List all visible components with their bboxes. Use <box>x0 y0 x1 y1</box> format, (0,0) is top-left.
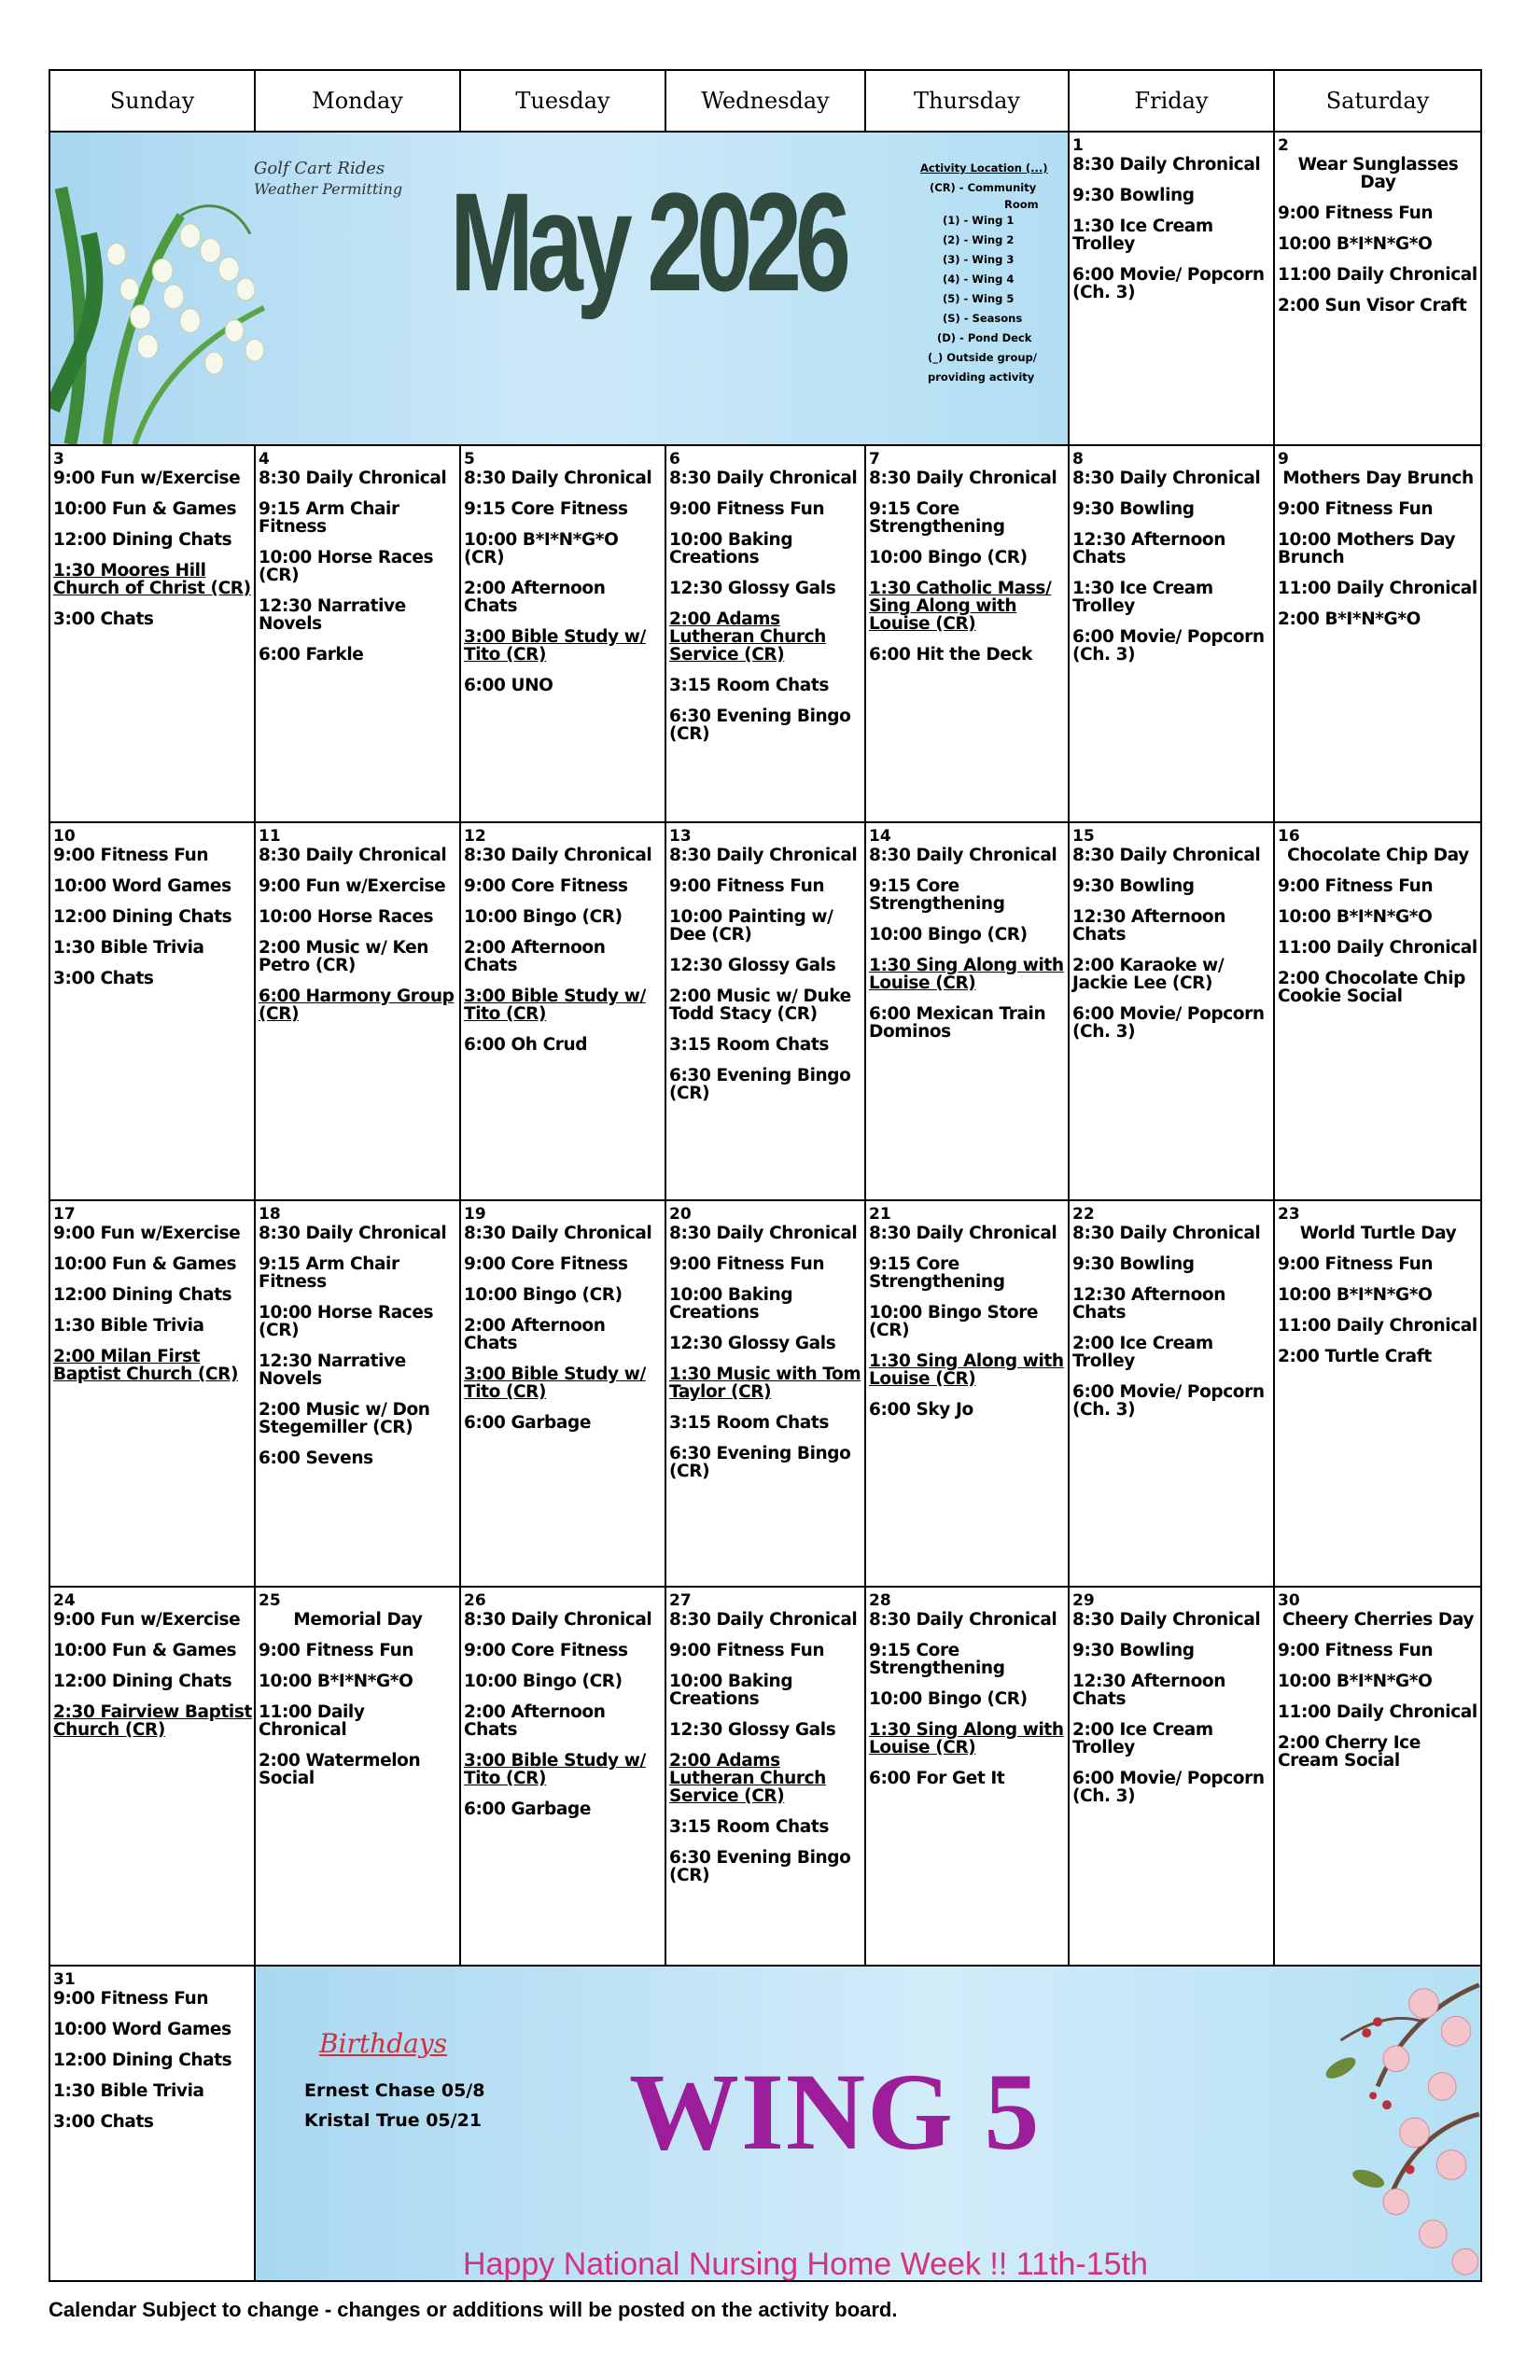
event-item: 6:30 Evening Bingo (CR) <box>669 1444 851 1481</box>
day-cell-8 <box>1068 444 1275 823</box>
day-cell-3 <box>49 444 256 823</box>
event-item: 12:30 Glossy Gals <box>669 579 836 598</box>
event-item: 10:00 Horse Races (CR) <box>259 548 434 585</box>
day-number: 5 <box>464 450 475 469</box>
event-item: 9:00 Fitness Fun <box>1278 1641 1434 1660</box>
event-item: 3:00 Bible Study w/ Tito (CR) <box>464 1365 646 1402</box>
event-item: 2:00 Sun Visor Craft <box>1278 296 1467 315</box>
day-number: 21 <box>869 1205 891 1224</box>
legend-line: (CR) - Community <box>930 181 1037 194</box>
event-item: 9:00 Core Fitness <box>464 1254 628 1274</box>
event-item: 10:00 Baking Creations <box>669 530 793 567</box>
event-item: 2:30 Fairview Baptist Church (CR) <box>53 1702 252 1740</box>
event-item: 8:30 Daily Chronical <box>1072 1224 1261 1243</box>
event-item: 2:00 Cherry Ice Cream Social <box>1278 1733 1421 1771</box>
event-item: 6:00 Movie/ Popcorn (Ch. 3) <box>1072 1382 1265 1420</box>
event-item: 1:30 Sing Along with Louise (CR) <box>869 956 1064 993</box>
event-item: 8:30 Daily Chronical <box>464 1610 652 1630</box>
nursing-home-week-message: Happy National Nursing Home Week !! 11th-15th <box>463 2247 1148 2282</box>
legend-line: Room <box>1004 198 1039 211</box>
event-item: 9:00 Fun w/Exercise <box>53 469 241 488</box>
event-list <box>464 469 663 694</box>
event-item: 1:30 Sing Along with Louise (CR) <box>869 1720 1064 1757</box>
event-item: 2:00 Watermelon Social <box>259 1751 421 1788</box>
day-number: 20 <box>669 1205 692 1224</box>
event-item: 8:30 Daily Chronical <box>1072 1610 1261 1630</box>
event-item: 8:30 Daily Chronical <box>1072 846 1261 865</box>
event-item: 6:00 Movie/ Popcorn (Ch. 3) <box>1072 1004 1265 1042</box>
day-cell-30 <box>1273 1586 1482 1967</box>
legend-line: (2) - Wing 2 <box>943 233 1015 246</box>
event-list <box>53 1611 252 1739</box>
event-list <box>1278 469 1478 628</box>
event-item: 3:00 Chats <box>53 2112 154 2132</box>
event-item: 1:30 Ice Cream Trolley <box>1072 217 1213 254</box>
event-item: 12:30 Glossy Gals <box>669 1334 836 1353</box>
day-number: 31 <box>53 1970 76 1989</box>
day-cell-10 <box>49 821 256 1201</box>
day-cell-2 <box>1273 131 1482 446</box>
day-cell-24 <box>49 1586 256 1967</box>
event-item: 9:00 Fun w/Exercise <box>259 876 446 896</box>
weekday-header-wednesday: Wednesday <box>665 69 866 133</box>
event-item: 11:00 Daily Chronical <box>259 1702 365 1740</box>
day-number: 7 <box>869 450 880 469</box>
event-item: 6:00 Movie/ Popcorn (Ch. 3) <box>1072 1769 1265 1806</box>
legend-line: (3) - Wing 3 <box>943 253 1015 266</box>
event-item: 3:15 Room Chats <box>669 1413 829 1433</box>
day-number: 24 <box>53 1591 76 1610</box>
event-list <box>669 1225 862 1480</box>
day-number: 25 <box>259 1591 281 1610</box>
location-legend <box>920 159 1070 387</box>
event-list <box>1278 847 1478 1005</box>
event-list <box>1072 1611 1271 1805</box>
event-item: 3:00 Chats <box>53 969 154 988</box>
event-item: 8:30 Daily Chronical <box>1072 469 1261 488</box>
event-item: 2:00 Music w/ Don Stegemiller (CR) <box>259 1400 430 1437</box>
event-item: 9:30 Bowling <box>1072 1254 1195 1274</box>
event-item: 9:00 Fitness Fun <box>669 1641 825 1660</box>
day-cell-18 <box>254 1199 461 1588</box>
event-item: 12:00 Dining Chats <box>53 907 232 927</box>
event-item: 3:15 Room Chats <box>669 1035 829 1055</box>
event-item: 8:30 Daily Chronical <box>669 469 858 488</box>
event-item: 9:00 Fitness Fun <box>669 499 825 519</box>
event-item: 10:00 Painting w/ Dee (CR) <box>669 907 833 945</box>
event-item: 6:00 Farkle <box>259 645 364 665</box>
event-item: 10:00 Bingo (CR) <box>464 1285 623 1305</box>
event-item: 6:00 Sevens <box>259 1449 373 1468</box>
event-list <box>259 1611 457 1787</box>
event-item: 6:00 UNO <box>464 676 553 695</box>
day-number: 2 <box>1278 136 1289 155</box>
day-number: 14 <box>869 827 891 846</box>
event-item: 12:00 Dining Chats <box>53 2051 232 2070</box>
legend-title: Activity Location (...) <box>920 161 1048 175</box>
day-cell-5 <box>459 444 666 823</box>
day-number: 3 <box>53 450 64 469</box>
event-item: 12:30 Narrative Novels <box>259 596 406 634</box>
weekday-header-sunday: Sunday <box>49 69 256 133</box>
event-list <box>464 1611 663 1818</box>
event-item: 2:00 Afternoon Chats <box>464 938 606 975</box>
day-cell-4 <box>254 444 461 823</box>
event-item: 8:30 Daily Chronical <box>464 1224 652 1243</box>
event-item: 1:30 Moores Hill Church of Christ (CR) <box>53 561 251 598</box>
legend-line: (D) - Pond Deck <box>937 331 1032 344</box>
day-number: 6 <box>669 450 680 469</box>
day-cell-22 <box>1068 1199 1275 1588</box>
day-number: 29 <box>1072 1591 1095 1610</box>
event-item: 9:00 Fun w/Exercise <box>53 1224 241 1243</box>
event-item: 10:00 Horse Races (CR) <box>259 1303 434 1340</box>
event-list <box>259 469 457 664</box>
day-cell-6 <box>665 444 866 823</box>
event-item: 2:00 Afternoon Chats <box>464 1702 606 1740</box>
event-item: 9:00 Fitness Fun <box>1278 1254 1434 1274</box>
day-cell-17 <box>49 1199 256 1588</box>
calendar-change-note: Calendar Subject to change - changes or additions will be posted on the activity board. <box>49 2298 898 2321</box>
legend-line: (1) - Wing 1 <box>943 214 1015 227</box>
event-item: 2:00 Adams Lutheran Church Service (CR) <box>669 609 826 665</box>
legend-line: (5) - Wing 5 <box>943 292 1015 305</box>
day-number: 22 <box>1072 1205 1095 1224</box>
day-cell-27 <box>665 1586 866 1967</box>
wing-title: WING 5 <box>629 2051 1042 2173</box>
event-item: 6:00 Mexican Train Dominos <box>869 1004 1046 1042</box>
event-list <box>1278 1611 1478 1770</box>
day-number: 10 <box>53 827 76 846</box>
event-item: 3:00 Bible Study w/ Tito (CR) <box>464 987 646 1024</box>
day-cell-31 <box>49 1965 256 2282</box>
event-item: 3:00 Bible Study w/ Tito (CR) <box>464 1751 646 1788</box>
weekday-header-tuesday: Tuesday <box>459 69 666 133</box>
birthday-entry: Ernest Chase 05/8 <box>304 2080 485 2101</box>
event-item: 2:00 Turtle Craft <box>1278 1347 1432 1366</box>
event-item: 6:00 Garbage <box>464 1413 591 1433</box>
event-item: 8:30 Daily Chronical <box>464 846 652 865</box>
event-item: 3:00 Chats <box>53 609 154 629</box>
event-item: 6:00 Hit the Deck <box>869 645 1032 665</box>
event-item: 6:00 Movie/ Popcorn (Ch. 3) <box>1072 265 1265 302</box>
event-item: 9:00 Fitness Fun <box>669 876 825 896</box>
legend-line: (_) Outside group/ <box>928 351 1037 364</box>
event-item: 6:00 Garbage <box>464 1799 591 1819</box>
event-item: 3:15 Room Chats <box>669 676 829 695</box>
cherry-blossom-illustration <box>1284 1967 1480 2280</box>
event-item: 12:30 Afternoon Chats <box>1072 1672 1225 1709</box>
event-item: 2:00 Afternoon Chats <box>464 1316 606 1353</box>
event-item: 10:00 B*I*N*G*O <box>1278 1285 1433 1305</box>
event-item: 12:30 Glossy Gals <box>669 1720 836 1740</box>
event-list <box>259 1225 457 1467</box>
special-day-title: Mothers Day Brunch <box>1282 469 1474 488</box>
event-item: 10:00 Horse Races <box>259 907 434 927</box>
event-list <box>869 1611 1066 1787</box>
calendar <box>49 69 1482 2282</box>
special-day-title: Chocolate Chip Day <box>1287 846 1469 865</box>
event-item: 8:30 Daily Chronical <box>464 469 652 488</box>
event-item: 9:00 Fitness Fun <box>53 846 209 865</box>
day-number: 4 <box>259 450 270 469</box>
event-item: 10:00 Word Games <box>53 2020 231 2039</box>
event-item: 8:30 Daily Chronical <box>869 846 1057 865</box>
weekday-header-friday: Friday <box>1068 69 1275 133</box>
event-list <box>53 1225 252 1383</box>
event-item: 6:00 For Get It <box>869 1769 1005 1788</box>
event-item: 1:30 Sing Along with Louise (CR) <box>869 1351 1064 1389</box>
event-item: 10:00 Bingo (CR) <box>464 1672 623 1691</box>
day-cell-23 <box>1273 1199 1482 1588</box>
event-item: 10:00 Bingo (CR) <box>869 1689 1028 1709</box>
event-item: 12:00 Dining Chats <box>53 1285 232 1305</box>
event-item: 10:00 Bingo (CR) <box>869 548 1028 567</box>
event-list <box>869 1225 1066 1419</box>
day-cell-12 <box>459 821 666 1201</box>
event-item: 10:00 Fun & Games <box>53 1641 237 1660</box>
event-item: 9:00 Fun w/Exercise <box>53 1610 241 1630</box>
day-number: 27 <box>669 1591 692 1610</box>
event-item: 2:00 Music w/ Duke Todd Stacy (CR) <box>669 987 851 1024</box>
day-cell-14 <box>864 821 1070 1201</box>
event-item: 6:00 Movie/ Popcorn (Ch. 3) <box>1072 627 1265 665</box>
day-cell-11 <box>254 821 461 1201</box>
golf-cart-subtitle: Weather Permitting <box>254 180 403 198</box>
event-list <box>259 847 457 1023</box>
event-item: 8:30 Daily Chronical <box>669 1224 858 1243</box>
day-number: 11 <box>259 827 281 846</box>
event-item: 12:00 Dining Chats <box>53 1672 232 1691</box>
event-list <box>464 847 663 1054</box>
day-number: 17 <box>53 1205 76 1224</box>
event-list <box>669 469 862 743</box>
event-item: 9:15 Core Strengthening <box>869 876 1005 914</box>
event-item: 11:00 Daily Chronical <box>1278 938 1477 958</box>
event-item: 1:30 Bible Trivia <box>53 2081 204 2101</box>
legend-line: providing activity <box>928 371 1035 384</box>
event-item: 12:30 Afternoon Chats <box>1072 1285 1225 1323</box>
day-cell-13 <box>665 821 866 1201</box>
event-list <box>869 469 1066 664</box>
event-item: 2:00 Adams Lutheran Church Service (CR) <box>669 1751 826 1806</box>
event-item: 8:30 Daily Chronical <box>669 1610 858 1630</box>
event-item: 10:00 B*I*N*G*O (CR) <box>464 530 619 567</box>
day-cell-19 <box>459 1199 666 1588</box>
event-list <box>669 1611 862 1884</box>
day-number: 19 <box>464 1205 486 1224</box>
event-item: 1:30 Music with Tom Taylor (CR) <box>669 1365 861 1402</box>
special-day-title: Cheery Cherries Day <box>1281 1610 1475 1630</box>
event-item: 12:30 Afternoon Chats <box>1072 907 1225 945</box>
event-item: 6:00 Harmony Group (CR) <box>259 987 455 1024</box>
event-item: 2:00 Ice Cream Trolley <box>1072 1334 1213 1371</box>
day-number: 9 <box>1278 450 1289 469</box>
event-item: 8:30 Daily Chronical <box>869 469 1057 488</box>
event-item: 11:00 Daily Chronical <box>1278 265 1477 285</box>
event-list <box>869 847 1066 1041</box>
day-number: 16 <box>1278 827 1300 846</box>
event-item: 9:00 Fitness Fun <box>669 1254 825 1274</box>
event-item: 1:30 Bible Trivia <box>53 1316 204 1336</box>
event-item: 10:00 Fun & Games <box>53 499 237 519</box>
event-item: 9:00 Fitness Fun <box>53 1989 209 2009</box>
event-item: 9:30 Bowling <box>1072 876 1195 896</box>
event-item: 10:00 Mothers Day Brunch <box>1278 530 1456 567</box>
event-item: 10:00 Word Games <box>53 876 231 896</box>
birthdays-title: Birthdays <box>319 2028 448 2059</box>
event-item: 8:30 Daily Chronical <box>869 1610 1057 1630</box>
day-cell-29 <box>1068 1586 1275 1967</box>
day-cell-25 <box>254 1586 461 1967</box>
special-day-title: Memorial Day <box>293 1610 423 1630</box>
event-item: 9:00 Fitness Fun <box>1278 876 1434 896</box>
day-number: 13 <box>669 827 692 846</box>
birthday-entry: Kristal True 05/21 <box>304 2110 483 2131</box>
event-item: 10:00 Fun & Games <box>53 1254 237 1274</box>
golf-cart-title: Golf Cart Rides <box>254 159 385 178</box>
event-item: 10:00 B*I*N*G*O <box>1278 907 1433 927</box>
event-item: 9:15 Core Strengthening <box>869 1254 1005 1292</box>
day-cell-26 <box>459 1586 666 1967</box>
event-item: 10:00 Bingo Store (CR) <box>869 1303 1039 1340</box>
event-item: 2:00 Ice Cream Trolley <box>1072 1720 1213 1757</box>
event-item: 1:30 Catholic Mass/ Sing Along with Louise (CR) <box>869 579 1052 634</box>
golf-cart-note <box>254 159 402 200</box>
event-item: 9:00 Fitness Fun <box>1278 203 1434 223</box>
day-cell-9 <box>1273 444 1482 823</box>
day-cell-28 <box>864 1586 1070 1967</box>
event-item: 6:30 Evening Bingo (CR) <box>669 707 851 744</box>
event-item: 9:30 Bowling <box>1072 1641 1195 1660</box>
legend-line: (4) - Wing 4 <box>943 273 1015 286</box>
event-item: 9:00 Core Fitness <box>464 876 628 896</box>
event-item: 10:00 B*I*N*G*O <box>1278 234 1433 254</box>
event-item: 6:00 Oh Crud <box>464 1035 588 1055</box>
event-list <box>1072 1225 1271 1419</box>
event-item: 8:30 Daily Chronical <box>259 1224 447 1243</box>
event-item: 9:00 Fitness Fun <box>1278 499 1434 519</box>
special-day-title: Wear Sunglasses Day <box>1297 155 1459 192</box>
event-item: 2:00 Afternoon Chats <box>464 579 606 616</box>
event-item: 11:00 Daily Chronical <box>1278 579 1477 598</box>
event-item: 1:30 Ice Cream Trolley <box>1072 579 1213 616</box>
weekday-header-monday: Monday <box>254 69 461 133</box>
event-item: 12:30 Narrative Novels <box>259 1351 406 1389</box>
event-item: 2:00 Karaoke w/ Jackie Lee (CR) <box>1072 956 1225 993</box>
event-item: 2:00 Music w/ Ken Petro (CR) <box>259 938 429 975</box>
day-number: 1 <box>1072 136 1084 155</box>
event-item: 9:15 Arm Chair Fitness <box>259 1254 399 1292</box>
event-list <box>1072 847 1271 1041</box>
event-item: 10:00 B*I*N*G*O <box>259 1672 413 1691</box>
day-number: 23 <box>1278 1205 1300 1224</box>
event-list <box>53 1990 252 2131</box>
day-cell-21 <box>864 1199 1070 1588</box>
event-list <box>1278 1225 1478 1365</box>
wing-banner <box>254 1965 1482 2282</box>
event-item: 8:30 Daily Chronical <box>1072 155 1261 175</box>
event-item: 2:00 Chocolate Chip Cookie Social <box>1278 969 1465 1006</box>
event-item: 10:00 Bingo (CR) <box>869 925 1028 945</box>
event-item: 10:00 Baking Creations <box>669 1285 793 1323</box>
event-list <box>464 1225 663 1432</box>
legend-line: (S) - Seasons <box>943 312 1023 325</box>
event-item: 10:00 B*I*N*G*O <box>1278 1672 1433 1691</box>
weekday-header-thursday: Thursday <box>864 69 1070 133</box>
event-list <box>1278 156 1478 315</box>
day-number: 15 <box>1072 827 1095 846</box>
event-list <box>669 847 862 1102</box>
day-number: 26 <box>464 1591 486 1610</box>
event-item: 9:15 Core Strengthening <box>869 1641 1005 1678</box>
event-item: 6:00 Sky Jo <box>869 1400 973 1420</box>
event-item: 2:00 Milan First Baptist Church (CR) <box>53 1347 239 1384</box>
day-number: 28 <box>869 1591 891 1610</box>
day-cell-7 <box>864 444 1070 823</box>
event-item: 9:30 Bowling <box>1072 499 1195 519</box>
event-item: 10:00 Bingo (CR) <box>464 907 623 927</box>
day-number: 18 <box>259 1205 281 1224</box>
event-item: 8:30 Daily Chronical <box>669 846 858 865</box>
weekday-header-saturday: Saturday <box>1273 69 1482 133</box>
day-cell-15 <box>1068 821 1275 1201</box>
event-item: 11:00 Daily Chronical <box>1278 1702 1477 1722</box>
event-item: 1:30 Bible Trivia <box>53 938 204 958</box>
event-item: 9:15 Core Strengthening <box>869 499 1005 537</box>
day-number: 8 <box>1072 450 1084 469</box>
event-item: 3:00 Bible Study w/ Tito (CR) <box>464 627 646 665</box>
event-list <box>53 469 252 628</box>
event-item: 12:00 Dining Chats <box>53 530 232 550</box>
event-item: 8:30 Daily Chronical <box>259 846 447 865</box>
day-cell-16 <box>1273 821 1482 1201</box>
event-item: 8:30 Daily Chronical <box>259 469 447 488</box>
event-item: 9:00 Core Fitness <box>464 1641 628 1660</box>
event-item: 11:00 Daily Chronical <box>1278 1316 1477 1336</box>
event-item: 9:15 Core Fitness <box>464 499 628 519</box>
event-item: 8:30 Daily Chronical <box>869 1224 1057 1243</box>
day-cell-20 <box>665 1199 866 1588</box>
event-item: 6:30 Evening Bingo (CR) <box>669 1848 851 1885</box>
event-item: 2:00 B*I*N*G*O <box>1278 609 1421 629</box>
event-item: 10:00 Baking Creations <box>669 1672 793 1709</box>
day-number: 12 <box>464 827 486 846</box>
special-day-title: World Turtle Day <box>1299 1224 1457 1243</box>
event-item: 9:30 Bowling <box>1072 186 1195 205</box>
event-item: 6:30 Evening Bingo (CR) <box>669 1066 851 1103</box>
day-number: 30 <box>1278 1591 1300 1610</box>
month-banner <box>49 131 1070 446</box>
event-item: 9:15 Arm Chair Fitness <box>259 499 399 537</box>
event-list <box>1072 156 1271 301</box>
event-item: 3:15 Room Chats <box>669 1817 829 1837</box>
day-cell-1 <box>1068 131 1275 446</box>
event-item: 9:00 Fitness Fun <box>259 1641 414 1660</box>
event-list <box>1072 469 1271 664</box>
event-list <box>53 847 252 987</box>
event-item: 12:30 Afternoon Chats <box>1072 530 1225 567</box>
event-item: 12:30 Glossy Gals <box>669 956 836 975</box>
month-title: May 2026 <box>450 163 845 320</box>
